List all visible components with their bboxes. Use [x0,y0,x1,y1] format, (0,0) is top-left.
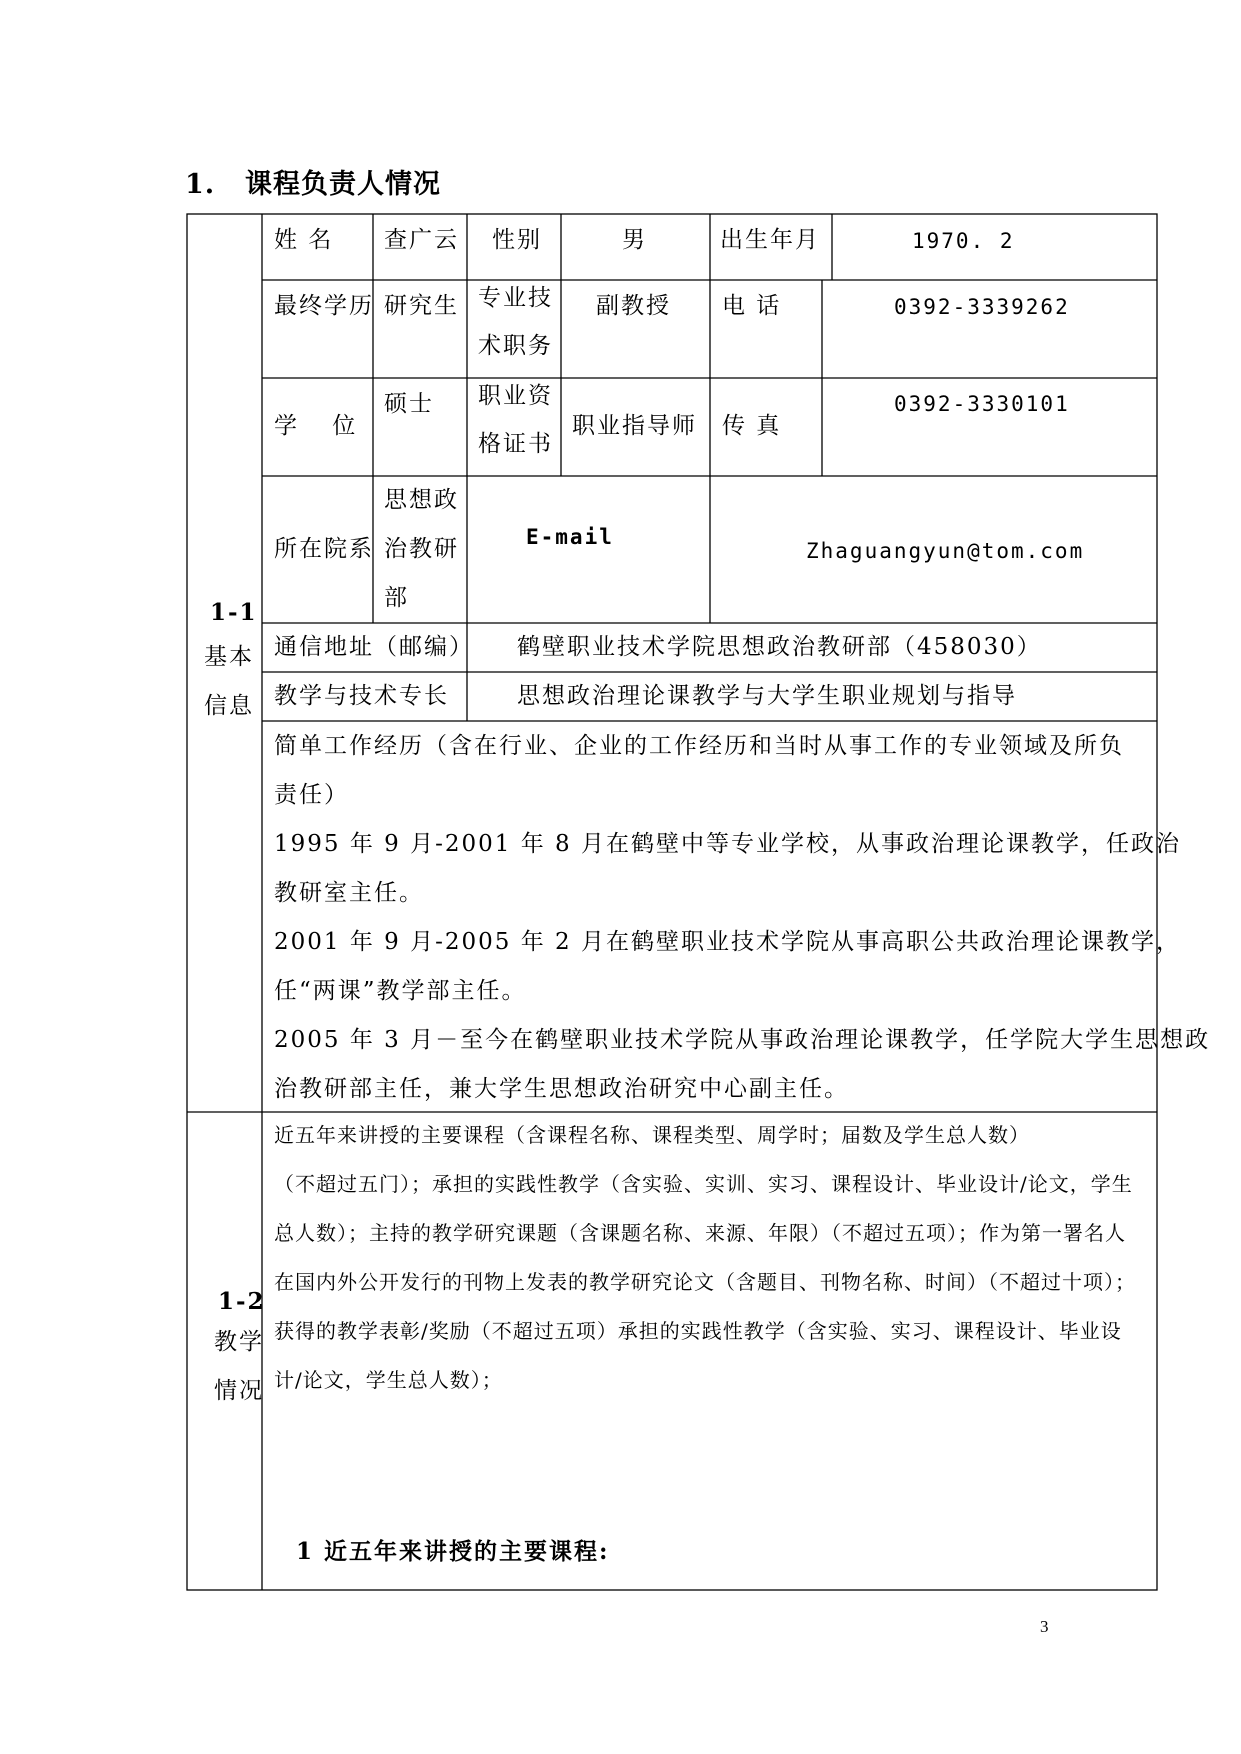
fax-label: 传 真 [722,413,782,439]
work-line: 2005 年 3 月－至今在鹤壁职业技术学院从事政治理论课教学，任学院大学生思想政 [274,1027,1211,1053]
department-value-line2: 治教研 [384,536,459,562]
teaching-line: 获得的教学表彰/奖励（不超过五项）承担的实践性教学（含实验、实习、课程设计、毕业设 [274,1319,1122,1343]
section-title-text: 课程负责人情况 [245,169,441,200]
work-line: 1995 年 9 月-2001 年 8 月在鹤壁中等专业学校，从事政治理论课教学，任政治 [274,831,1181,857]
fax-value: 0392-3330101 [894,392,1070,416]
phone-value: 0392-3339262 [894,295,1070,319]
basic-section-code: 1-1 [210,599,258,626]
teaching-section-label-line1: 教学 [214,1329,264,1355]
address-label: 通信地址（邮编） [274,634,474,660]
email-value: Zhaguangyun@tom.com [806,539,1085,563]
cert-value: 职业指导师 [572,413,697,439]
title-label-line1: 专业技 [478,285,553,311]
work-line: 2001 年 9 月-2005 年 2 月在鹤壁职业技术学院从事高职公共政治理论课教学， [274,929,1181,955]
department-value-line3: 部 [384,585,409,611]
department-label: 所在院系 [274,536,374,562]
teaching-section-code: 1-2 [218,1288,266,1315]
cert-label-line1: 职业资 [478,383,553,409]
degree-value: 硕士 [384,391,434,417]
title-value: 副教授 [596,293,671,319]
courses-subheading: 1 近五年来讲授的主要课程: [296,1538,610,1565]
teaching-line: 计/论文，学生总人数）； [274,1368,503,1392]
basic-section-label-line2: 信息 [204,693,254,719]
specialty-label: 教学与技术专长 [274,683,449,709]
education-label: 最终学历 [274,293,374,319]
teaching-line: 近五年来讲授的主要课程（含课程名称、课程类型、周学时；届数及学生总人数） [274,1123,1030,1147]
section-number: 1. [185,169,216,200]
work-line: 简单工作经历（含在行业、企业的工作经历和当时从事工作的专业领域及所负 [274,733,1124,759]
teaching-line: 总人数）；主持的教学研究课题（含课题名称、来源、年限）（不超过五项）；作为第一署名人 [274,1221,1126,1245]
name-value: 查广云 [384,227,459,253]
education-value: 研究生 [384,293,459,319]
gender-value: 男 [622,227,647,253]
page-number: 3 [1040,1617,1049,1636]
work-line: 任“两课”教学部主任。 [274,978,527,1004]
basic-section-label-line1: 基本 [204,644,254,670]
work-line: 治教研部主任，兼大学生思想政治研究中心副主任。 [274,1076,849,1102]
title-label-line2: 术职务 [478,333,553,359]
address-value: 鹤壁职业技术学院思想政治教研部（458030） [517,634,1042,660]
teaching-line: 在国内外公开发行的刊物上发表的教学研究论文（含题目、刊物名称、时间）（不超过十项）； [274,1270,1136,1294]
gender-label: 性别 [492,227,542,253]
teaching-section-label-line2: 情况 [214,1378,264,1404]
specialty-value: 思想政治理论课教学与大学生职业规划与指导 [517,683,1017,709]
work-line: 教研室主任。 [274,880,424,906]
degree-label: 学 位 [274,413,370,439]
department-value-line1: 思想政 [384,487,459,513]
cert-label-line2: 格证书 [478,431,553,457]
email-label: E-mail [526,525,614,549]
phone-label: 电 话 [722,293,782,319]
work-line: 责任） [274,782,349,808]
birth-value: 1970. 2 [912,229,1015,253]
teaching-line: （不超过五门）；承担的实践性教学（含实验、实训、实习、课程设计、毕业设计/论文，学生 [274,1172,1133,1196]
birth-label: 出生年月 [720,227,820,253]
name-label: 姓 名 [274,227,334,253]
